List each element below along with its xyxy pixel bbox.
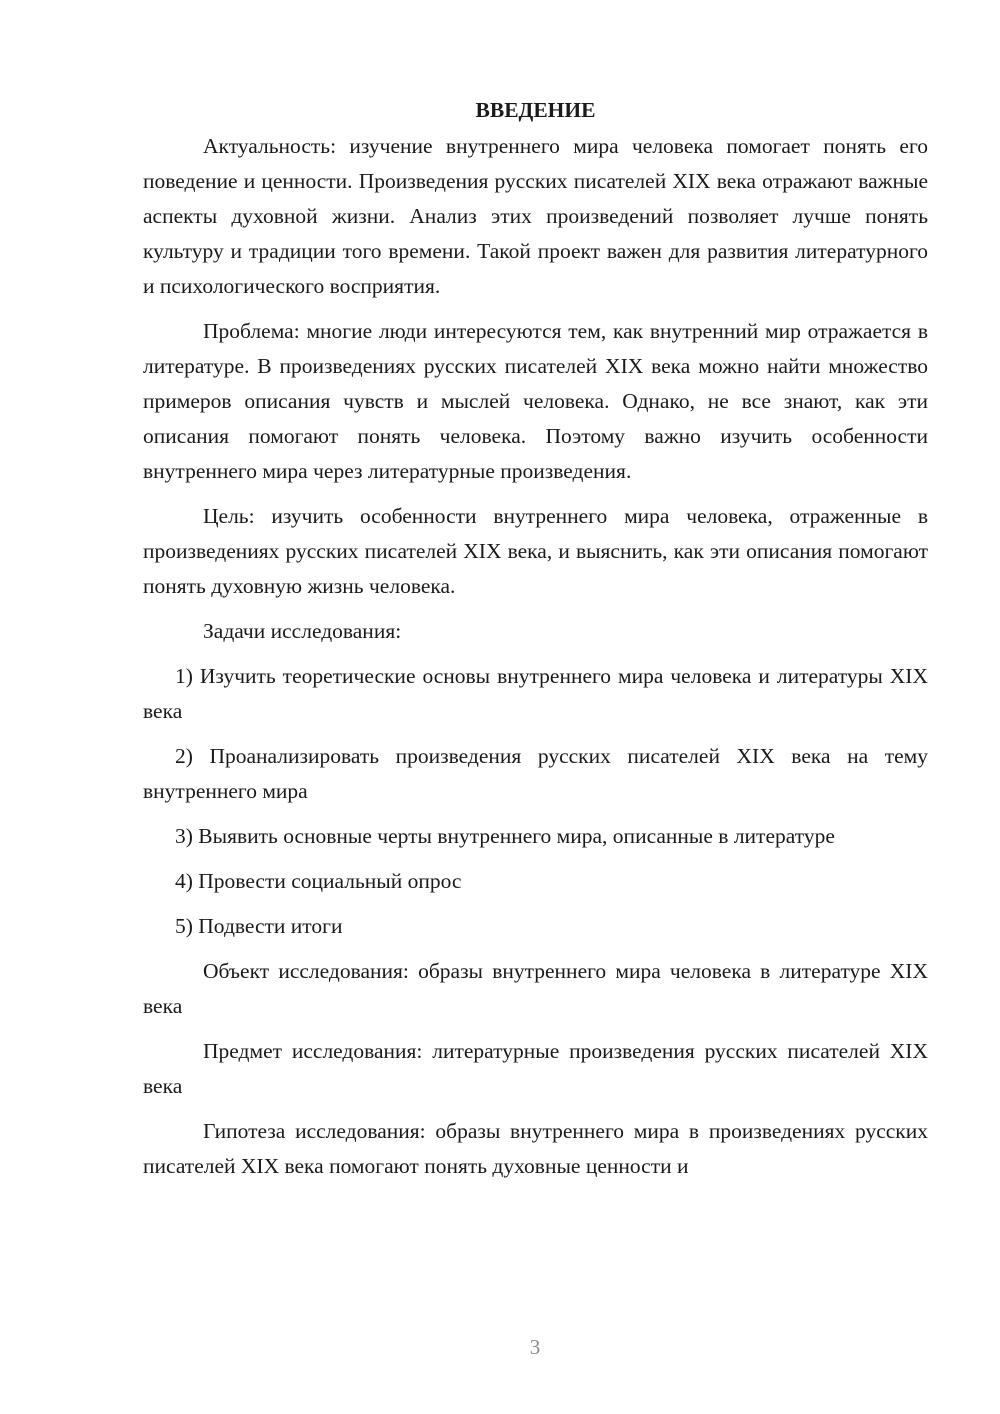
paragraph-goal: Цель: изучить особенности внутреннего мира человека, отраженные в произведениях русских писателей XIX века, и выяснить, как эти описания помогают понять духовную жизнь человека.	[143, 504, 928, 598]
page-number: 3	[529, 1335, 541, 1359]
page-content	[143, 93, 928, 1184]
paragraph-hypothesis: Гипотеза исследования: образы внутреннего мира в произведениях русских писателей XIX века помогают понять духовные ценности и	[143, 1119, 928, 1178]
task-item-5: 5) Подвести итоги	[175, 914, 343, 938]
task-item-1: 1) Изучить теоретические основы внутреннего мира человека и литературы XIX века	[143, 664, 928, 723]
section-title: ВВЕДЕНИЕ	[475, 98, 596, 122]
paragraph-object: Объект исследования: образы внутреннего мира человека в литературе XIX века	[143, 959, 928, 1018]
paragraph-problem: Проблема: многие люди интересуются тем, как внутренний мир отражается в литературе. В произведениях русских писателей XIX века можно найти множество примеров описания чувств и мыслей человека. Однако, не все знают, как эти описания помогают понять человека. Поэтому важно изучить особенности внутреннего мира через литературные произведения.	[143, 319, 928, 483]
task-item-2: 2) Проанализировать произведения русских писателей XIX века на тему внутреннего мира	[143, 744, 928, 803]
task-item-3: 3) Выявить основные черты внутреннего мира, описанные в литературе	[175, 824, 835, 848]
paragraph-relevance: Актуальность: изучение внутреннего мира человека помогает понять его поведение и ценности. Произведения русских писателей XIX века отражают важные аспекты духовной жизни. Анализ этих произведений позволяет лучше понять культуру и традиции того времени. Такой проект важен для развития литературного и психологического восприятия.	[143, 134, 928, 298]
task-item-4: 4) Провести социальный опрос	[175, 869, 462, 893]
paragraph-subject: Предмет исследования: литературные произведения русских писателей XIX века	[143, 1039, 928, 1098]
paragraph-tasks-heading: Задачи исследования:	[203, 619, 402, 643]
